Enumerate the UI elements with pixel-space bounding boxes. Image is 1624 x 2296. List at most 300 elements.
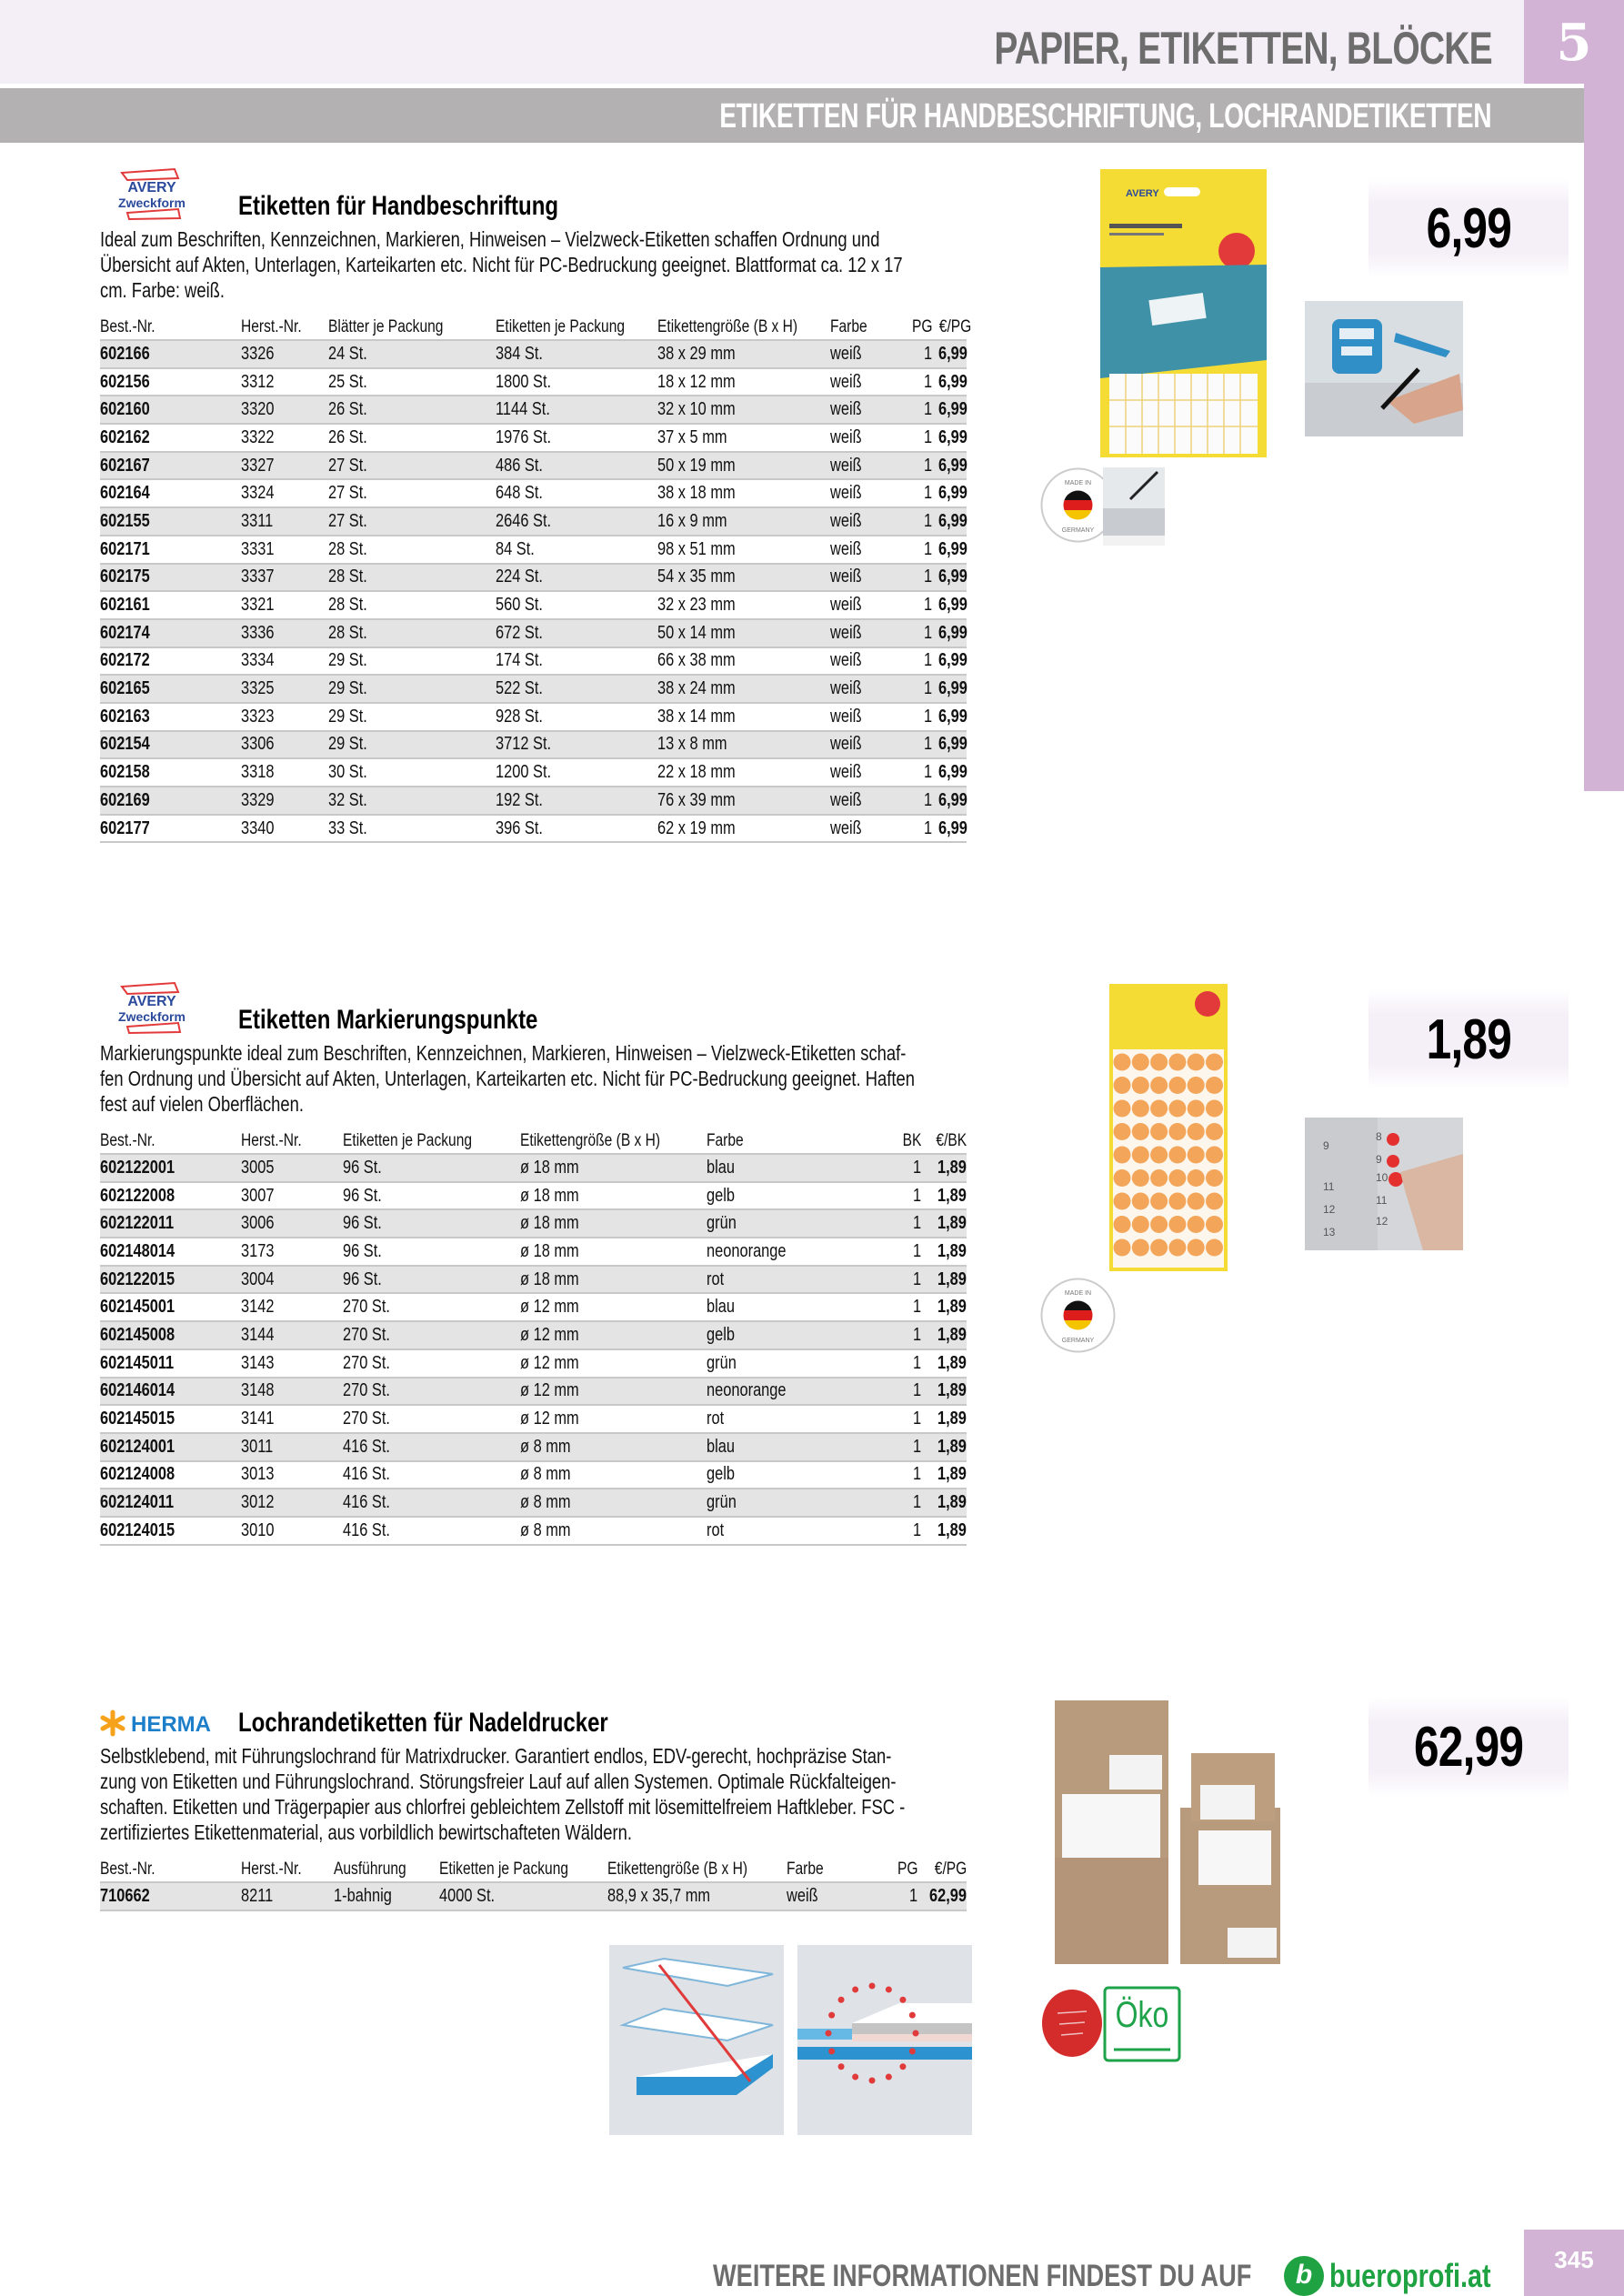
usage-image-labelling [1305,301,1463,436]
table-cell [870,1405,921,1433]
table-row[interactable] [100,452,967,480]
column-header [100,315,241,340]
cell-value: 602158 [100,762,150,783]
table-cell [870,1378,921,1406]
column-header [870,1128,921,1154]
table-row[interactable] [100,564,967,592]
table-cell [343,1182,520,1210]
marker-dot [1114,1193,1131,1210]
svg-text:Zweckform: Zweckform [118,1009,185,1024]
cell-value: 3312 [241,371,275,392]
table-cell [241,424,328,452]
table-row[interactable] [100,787,967,815]
svg-text:MADE IN: MADE IN [1064,1290,1092,1297]
column-header-label: Best.-Nr. [100,1859,155,1879]
table-cell [241,591,328,619]
table-cell [657,424,830,452]
table-cell [830,564,897,592]
table-cell [241,1321,343,1349]
cell-value: 602160 [100,399,150,420]
table-cell [241,731,328,759]
marker-dot [1206,1147,1223,1164]
table-row[interactable] [100,368,967,396]
cell-value: 3005 [241,1157,275,1178]
svg-text:13: 13 [1323,1226,1336,1238]
table-cell [657,396,830,424]
table-cell [241,1433,343,1461]
product-image-boxes [1046,1689,1287,1973]
marker-dot [1132,1169,1149,1187]
cell-value: 38 x 14 mm [657,706,736,727]
marker-dot [1168,1054,1186,1071]
cell-value: 38 x 24 mm [657,678,736,699]
table-cell [520,1266,707,1294]
section-title: Lochrandetiketten für Nadeldrucker [238,1708,608,1738]
cell-value: 602163 [100,706,150,727]
cell-value: 3142 [241,1297,275,1318]
cell-value: ø 8 mm [520,1519,571,1540]
table-cell [520,1238,707,1266]
table-cell [897,536,932,564]
table-cell [520,1209,707,1238]
cell-value: 1 [923,817,932,838]
cell-value: 602122001 [100,1157,175,1178]
cell-value: 3141 [241,1409,275,1429]
table-cell [100,1517,241,1545]
column-header [657,315,830,340]
cell-value: 928 St. [496,706,543,727]
table-cell [241,1182,343,1210]
table-cell [100,619,241,647]
cell-value: 6,99 [938,426,967,447]
cell-value: ø 12 mm [520,1380,579,1401]
column-header [932,315,972,340]
table-cell [343,1517,520,1545]
marker-dot [1114,1077,1131,1094]
cell-value: 29 St. [328,706,367,727]
table-row[interactable] [100,647,967,676]
column-header [607,1857,787,1882]
diagram-perforation-image [797,1945,972,2135]
cell-value: 1,89 [937,1492,967,1513]
cell-value: 1 [912,1213,921,1234]
cell-value: 602145011 [100,1352,175,1373]
cell-value: 1 [923,734,932,755]
table-cell [241,1209,343,1238]
svg-text:MADE IN: MADE IN [1064,480,1092,486]
cell-value: blau [707,1436,736,1457]
table-cell [328,591,496,619]
cell-value: 3324 [241,483,275,504]
table-row[interactable] [100,536,967,564]
bueroprofi-logo-icon[interactable]: b [1284,2256,1324,2296]
cell-value: 29 St. [328,678,367,699]
table-cell [830,815,897,843]
table-cell [932,396,967,424]
column-header [877,1857,917,1882]
table-cell [343,1154,520,1182]
cell-value: 1 [923,762,932,783]
table-row[interactable] [100,1154,967,1182]
cell-value: 1 [912,1268,921,1289]
table-cell [657,591,830,619]
table-row[interactable] [100,1209,967,1238]
table-cell [241,1266,343,1294]
table-cell [520,1378,707,1406]
cell-value: 602145008 [100,1324,175,1345]
table-cell [496,507,657,536]
table-cell [657,479,830,507]
table-cell [343,1321,520,1349]
table-cell [241,787,328,815]
cell-value: 6,99 [938,595,967,616]
marker-dot [1206,1123,1223,1140]
table-cell [707,1405,870,1433]
table-cell [917,1882,967,1910]
marker-dot [1114,1100,1131,1118]
marker-dot [1188,1216,1205,1233]
marker-dot [1168,1169,1186,1187]
table-cell [921,1209,967,1238]
cell-value: 602124011 [100,1492,175,1513]
table-row[interactable] [100,1882,967,1910]
description-line: zung von Etiketten und Führungslochrand. Störungsfreier Lauf auf allen Systemen. Optimale Rückfalteigen- [100,1770,897,1793]
detail-image-writing [1103,467,1165,546]
table-cell [932,452,967,480]
column-header [897,315,932,340]
price-box [1368,989,1569,1089]
table-cell [343,1489,520,1517]
table-cell [932,731,967,759]
cell-value: 6,99 [938,399,967,420]
table-cell [241,647,328,676]
cell-value: 1 [923,595,932,616]
cell-value: weiß [830,343,862,364]
cell-value: weiß [830,371,862,392]
column-header [100,1128,241,1154]
cell-value: 602145015 [100,1409,175,1429]
cell-value: 1,89 [937,1409,967,1429]
cell-value: weiß [830,510,862,531]
table-body [100,340,967,842]
table-cell [897,479,932,507]
cell-value: ø 12 mm [520,1352,579,1373]
table-cell [100,507,241,536]
table-cell [328,368,496,396]
table-header-row [100,1857,967,1882]
table-row[interactable] [100,424,967,452]
table-cell [520,1433,707,1461]
table-cell [830,591,897,619]
cell-value: 1,89 [937,1436,967,1457]
avery-zweckform-logo [102,167,202,220]
cell-value: 3336 [241,622,275,643]
product-table [100,1857,967,1911]
table-cell [439,1882,607,1910]
usage-image-calendar-dots [1305,1118,1463,1250]
cell-value: 1,89 [937,1380,967,1401]
table-cell [496,815,657,843]
table-cell [100,564,241,592]
section-title: Etiketten für Handbeschriftung [238,191,559,221]
table-cell [520,1405,707,1433]
table-row[interactable] [100,1378,967,1406]
column-header [830,315,897,340]
column-header [787,1857,877,1882]
table-cell [897,815,932,843]
cell-value: 3320 [241,399,275,420]
column-header-label: PG [911,316,932,336]
table-cell [897,452,932,480]
table-cell [830,507,897,536]
table-cell [100,1349,241,1378]
cell-value: 1-bahnig [334,1885,392,1906]
cell-value: 602165 [100,678,150,699]
description-line: Ideal zum Beschriften, Kennzeichnen, Markieren, Hinweisen – Vielzweck-Etiketten schaffen Ordnung und [100,227,880,251]
table-cell [897,647,932,676]
table-cell [657,787,830,815]
table-cell [520,1293,707,1321]
cell-value: 270 St. [343,1380,390,1401]
table-row[interactable] [100,396,967,424]
cell-value: 3326 [241,343,275,364]
table-cell [100,1182,241,1210]
table-row[interactable] [100,1266,967,1294]
marker-dot [1188,1054,1205,1071]
cell-value: 174 St. [496,650,543,671]
cell-value: 6,99 [938,510,967,531]
cell-value: 1,89 [937,1185,967,1206]
chapter-side-strip [1584,84,1624,791]
cell-value: 32 x 23 mm [657,595,736,616]
cell-value: 6,99 [938,622,967,643]
cell-value: 1 [923,399,932,420]
table-cell [496,340,657,368]
cell-value: 602177 [100,817,150,838]
table-row[interactable] [100,703,967,731]
cell-value: 602164 [100,483,150,504]
table-cell [932,368,967,396]
column-header-label: Best.-Nr. [100,1130,155,1150]
table-cell [830,731,897,759]
marker-dot [1168,1193,1186,1210]
table-cell [328,396,496,424]
table-cell [100,424,241,452]
table-header-row [100,315,967,340]
table-row[interactable] [100,1489,967,1517]
table-cell [830,340,897,368]
table-cell [921,1517,967,1545]
cell-value: 96 St. [343,1185,382,1206]
table-row[interactable] [100,1517,967,1545]
made-in-germany-badge [1039,1277,1117,1354]
svg-text:8: 8 [1376,1130,1382,1143]
cell-value: ø 12 mm [520,1409,579,1429]
cell-value: ø 12 mm [520,1297,579,1318]
table-row[interactable] [100,758,967,787]
cell-value: 602174 [100,622,150,643]
table-cell [100,815,241,843]
cell-value: 416 St. [343,1492,390,1513]
cell-value: 602122011 [100,1213,175,1234]
product-table [100,1128,967,1546]
cell-value: 1 [923,789,932,810]
cell-value: 26 St. [328,426,367,447]
table-cell [657,619,830,647]
table-cell [100,647,241,676]
column-header-label: Etikettengröße (B x H) [657,316,798,336]
cell-value: 602156 [100,371,150,392]
table-cell [343,1378,520,1406]
cell-value: 1200 St. [496,762,552,783]
table-row[interactable] [100,731,967,759]
cell-value: 29 St. [328,650,367,671]
table-cell [520,1517,707,1545]
table-row[interactable] [100,479,967,507]
cell-value: weiß [830,789,862,810]
product-image-vielzweck-etiketten [1100,169,1267,457]
cell-value: 3012 [241,1492,275,1513]
table-header-row [100,1128,967,1154]
cell-value: 6,99 [938,650,967,671]
cell-value: 6,99 [938,706,967,727]
table-row[interactable] [100,1182,967,1210]
table-cell [707,1321,870,1349]
cell-value: 1 [923,371,932,392]
table-cell [241,396,328,424]
marker-dot [1206,1216,1223,1233]
table-cell [241,1154,343,1182]
bueroprofi-link[interactable]: bueroprofi.at [1329,2257,1491,2294]
marker-dot [1150,1169,1168,1187]
cell-value: 3337 [241,566,275,587]
table-row[interactable] [100,340,967,368]
column-header-label: Herst.-Nr. [241,316,302,336]
cell-value: 1 [912,1409,921,1429]
column-header [328,315,496,340]
table-row[interactable] [100,675,967,703]
cell-value: 3322 [241,426,275,447]
description-line: fen Ordnung und Übersicht auf Akten, Unterlagen, Karteikarten etc. Nicht für PC-Bedruckung geeignet. Haften [100,1067,915,1090]
cell-value: 602122008 [100,1185,175,1206]
cell-value: 3011 [241,1436,274,1457]
cell-value: 6,99 [938,734,967,755]
table-cell [830,647,897,676]
table-cell [100,1378,241,1406]
table-cell [657,647,830,676]
cell-value: 96 St. [343,1268,382,1289]
cell-value: 602155 [100,510,150,531]
cell-value: 98 x 51 mm [657,538,736,559]
table-row[interactable] [100,1238,967,1266]
table-row[interactable] [100,1293,967,1321]
cell-value: 76 x 39 mm [657,789,736,810]
table-cell [787,1882,877,1910]
table-cell [100,1293,241,1321]
cell-value: 416 St. [343,1464,390,1485]
cell-value: ø 8 mm [520,1464,571,1485]
table-cell [496,731,657,759]
table-cell [870,1461,921,1489]
table-row[interactable] [100,1405,967,1433]
table-row[interactable] [100,1321,967,1349]
price-box [1368,1697,1569,1797]
table-row[interactable] [100,591,967,619]
column-header [334,1857,439,1882]
table-cell [328,647,496,676]
cell-value: 27 St. [328,510,367,531]
cell-value: 1,89 [937,1213,967,1234]
cell-value: gelb [707,1464,736,1485]
marker-dot [1206,1077,1223,1094]
column-header-label: €/PG [934,1859,967,1879]
svg-text:9: 9 [1323,1139,1329,1152]
table-cell [707,1489,870,1517]
marker-dot [1188,1169,1205,1187]
column-header [520,1128,707,1154]
cell-value: 602169 [100,789,150,810]
marker-dot [1150,1216,1168,1233]
column-header [439,1857,607,1882]
marker-dot [1168,1147,1186,1164]
cell-value: neonorange [707,1380,787,1401]
table-cell [830,396,897,424]
table-row[interactable] [100,619,967,647]
cell-value: 50 x 14 mm [657,622,736,643]
marker-dot [1188,1147,1205,1164]
table-cell [241,703,328,731]
cell-value: 1 [923,706,932,727]
table-row[interactable] [100,1349,967,1378]
cell-value: 602146014 [100,1380,175,1401]
marker-dot [1168,1123,1186,1140]
column-header [921,1128,967,1154]
table-cell [870,1182,921,1210]
table-cell [657,536,830,564]
table-cell [707,1209,870,1238]
cell-value: 6,99 [938,371,967,392]
cell-value: 3331 [241,538,275,559]
cell-value: 18 x 12 mm [657,371,736,392]
cell-value: 602162 [100,426,150,447]
cell-value: 602154 [100,734,150,755]
table-cell [707,1461,870,1489]
cell-value: 28 St. [328,538,367,559]
table-row[interactable] [100,507,967,536]
marker-dot [1206,1054,1223,1071]
column-header-label: BK [902,1130,921,1150]
cell-value: 416 St. [343,1519,390,1540]
marker-dot [1168,1077,1186,1094]
cell-value: 602145001 [100,1297,175,1318]
table-row[interactable] [100,815,967,843]
cell-value: 50 x 19 mm [657,455,736,476]
column-header-label: Ausführung [334,1859,406,1879]
table-cell [496,564,657,592]
table-cell [100,675,241,703]
table-row[interactable] [100,1433,967,1461]
table-cell [870,1349,921,1378]
marker-dot [1150,1077,1168,1094]
table-row[interactable] [100,1461,967,1489]
cell-value: 3321 [241,595,275,616]
cell-value: 522 St. [496,678,543,699]
cell-value: 1 [912,1324,921,1345]
guarantee-seal-badge [1039,1986,1105,2060]
cell-value: 602161 [100,595,150,616]
table-cell [921,1182,967,1210]
cell-value: 25 St. [328,371,367,392]
